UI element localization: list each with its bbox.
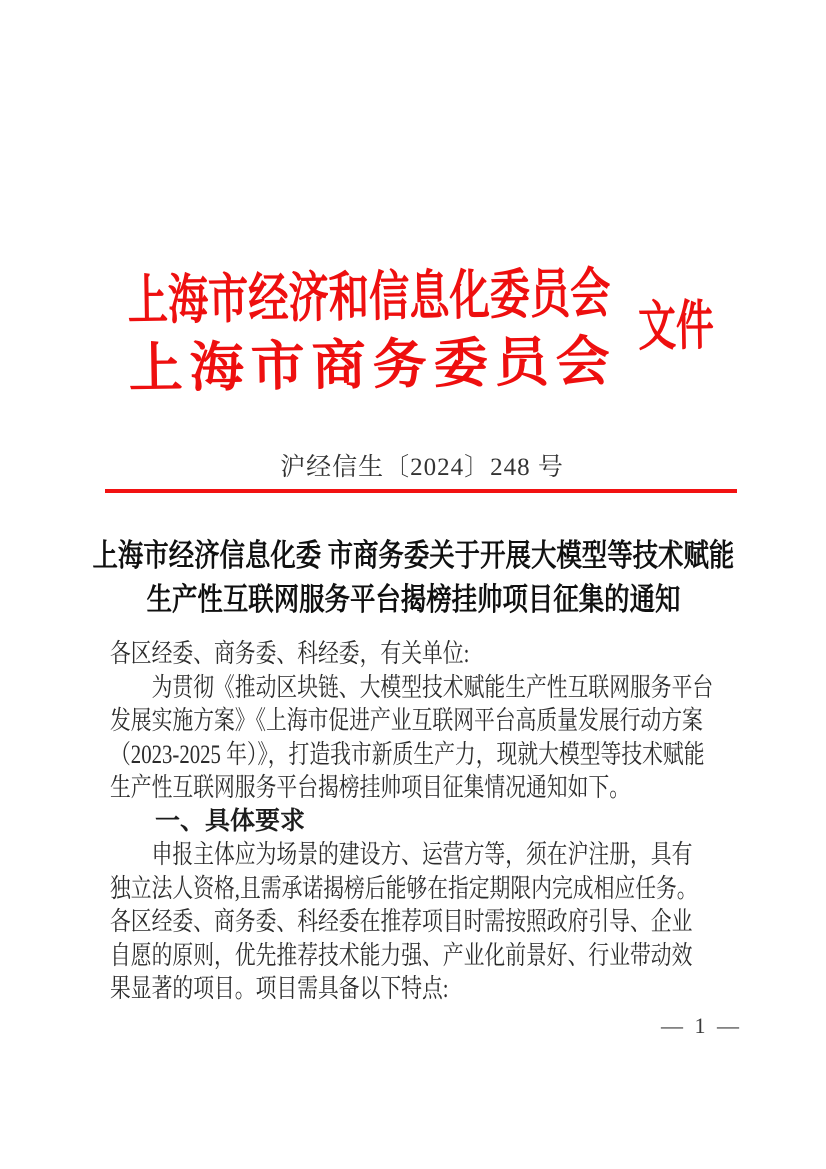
document-title [0,534,826,622]
document-number: 沪经信生〔2024〕248 号 [280,454,564,481]
paragraph2-line1-text: 申报主体应为场景的建设方、运营方等，须在沪注册，具有 [151,840,693,869]
document-title-line1-text: 上海市经济信息化委 市商务委关于开展大模型等技术赋能 [92,538,734,573]
page-number: — 1 — [661,1013,742,1038]
paragraph1-line1-text: 为贯彻《推动区块链、大模型技术赋能生产性互联网服务平台 [151,672,714,702]
paragraph2-line3-text: 各区经委、商务委、科经委在推荐项目时需按照政府引导、企业 [110,907,693,936]
paragraph2-line3 [110,905,738,939]
document-title-line1 [0,534,826,578]
paragraph1-line3-text: （2023-2025 年）》，打造我市新质生产力，现就大模型等技术赋能 [110,739,705,769]
paragraph1-line3 [110,738,738,772]
letterhead-doc-suffix-text: 文件 [637,295,715,358]
letterhead-org-line1-text: 上海市经济和信息化委员会 [127,263,611,332]
document-title-line2 [0,578,826,622]
paragraph2-line1 [110,838,738,872]
paragraph1-line2 [110,704,738,738]
salutation-line [110,637,738,671]
letterhead-org-line2: 上海市商务委员会 [128,331,618,400]
red-divider-line [105,489,737,493]
body-text [110,637,738,1006]
paragraph2-line4-text: 自愿的原则，优先推荐技术能力强、产业化前景好、行业带动效 [110,940,693,970]
paragraph1-line4 [110,771,738,805]
letterhead [0,0,826,422]
paragraph1-line1 [110,671,738,705]
document-title-line2-text: 生产性互联网服务平台揭榜挂帅项目征集的通知 [146,582,680,617]
letterhead-doc-suffix [637,282,746,361]
paragraph2-line5-text: 果显著的项目。项目需具备以下特点: [110,974,449,1003]
section-heading-1 [110,805,738,839]
salutation-text: 各区经委、商务委、科经委，有关单位: [110,639,470,668]
paragraph2-line2-text: 独立法人资格,且需承诺揭榜后能够在指定期限内完成相应任务。 [110,873,698,903]
paragraph2-line2 [110,872,738,906]
paragraph2-line4 [110,939,738,973]
section-heading-1-text: 一、具体要求 [155,806,306,835]
paragraph1-line2-text: 发展实施方案》《上海市促进产业互联网平台高质量发展行动方案 [110,706,703,735]
paragraph2-line5 [110,972,738,1006]
paragraph1-line4-text: 生产性互联网服务平台揭榜挂帅项目征集情况通知如下。 [110,773,631,802]
